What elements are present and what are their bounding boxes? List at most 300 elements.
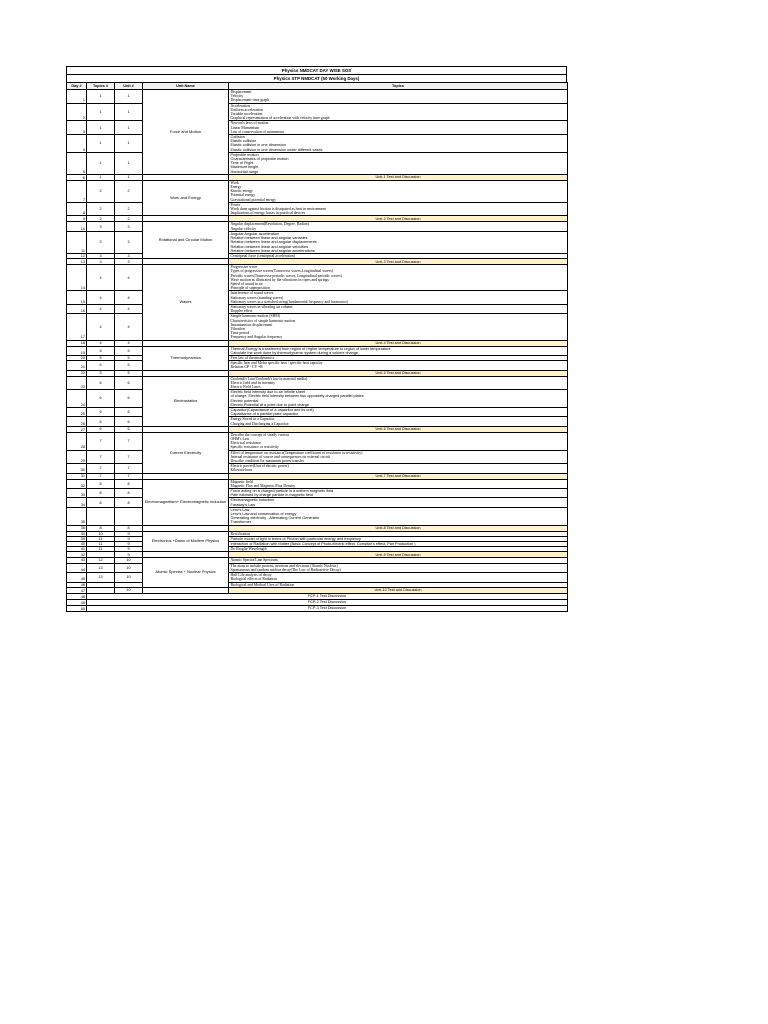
topic-line: Elastic collision in one dimension under different cases [230, 147, 323, 152]
topic-line: Characteristics of projectile motion [230, 157, 289, 162]
unit-num-cell: 8 [115, 479, 143, 488]
test-cell: Unit-4 Test and Discussion [229, 340, 568, 346]
day-row [67, 507, 568, 525]
topic-num-cell: 1 [87, 103, 115, 121]
topic-line: Frequency and Angular frequency [230, 335, 283, 340]
unit-name-cell: Electromagnetism+ Electromagnetic Induction [143, 479, 229, 525]
topic-num-cell: 13 [87, 563, 115, 572]
topic-num-cell [87, 507, 115, 525]
unit-num-cell: 1 [115, 90, 143, 104]
topic-line: Particle model of light in terms of Photon with particular energy and frequency [230, 536, 361, 541]
topic-line: Force acting on a charged particle in a uniform magnetic field [230, 489, 334, 494]
topic-line: Wave motion as illustrated by the vibrations in ropes and springs [230, 277, 329, 282]
unit-num-cell: 3 [115, 259, 143, 265]
sheet-title: Physics NMDCAT DAY WISE SOS [281, 68, 352, 73]
day-cell: 22 [67, 370, 87, 376]
topics-cell [229, 180, 568, 202]
unit-num-cell: 7 [115, 464, 143, 473]
day-cell: 13 [67, 259, 87, 265]
topic-line: Stationary waves in a stretched string(fundamental frequency and harmonics) [230, 299, 349, 304]
topic-line: Coulomb's Law(Coulomb's law in material media) [230, 376, 308, 381]
unit-num-cell: 6 [115, 376, 143, 390]
topic-num-cell: 7 [87, 450, 115, 464]
topic-num-cell: 4 [87, 340, 115, 346]
topic-line: Describe the concept of steady current [230, 432, 289, 437]
topics-cell [229, 450, 568, 464]
unit-num-cell: 10 [115, 558, 143, 563]
topic-line: First law of thermodynamics [230, 355, 275, 360]
topic-line: Angular velocity [230, 226, 257, 231]
topic-line: Doppler effect [230, 309, 253, 314]
test-cell: Unit-5 Test and Discussion [229, 370, 568, 376]
topics-cell [229, 464, 568, 473]
unit-num-cell: 6 [115, 390, 143, 408]
day-cell: 36 [67, 525, 87, 531]
day-row [67, 573, 568, 582]
topic-num-cell: 4 [87, 265, 115, 291]
unit-num-cell: 9 [115, 547, 143, 552]
topics-cell [229, 417, 568, 426]
unit-num-cell [115, 507, 143, 525]
topics-cell [229, 103, 568, 121]
day-row [67, 376, 568, 390]
topic-line: Rectification [230, 531, 251, 536]
topic-line: Gravitational potential energy [230, 197, 276, 202]
topic-line: of charge, Electric field intensity between two oppositely charged parallel plates [230, 394, 364, 399]
day-row [67, 222, 568, 231]
day-cell: 26 [67, 417, 87, 426]
day-row [67, 408, 568, 417]
day-cell: 43 [67, 558, 87, 563]
day-cell: 14 [67, 265, 87, 291]
topic-line: Stationary waves in vibrating air column [230, 304, 293, 309]
day-row [67, 464, 568, 473]
day-cell: 19 [67, 346, 87, 355]
day-cell: 11 [67, 231, 87, 253]
topic-num-cell: 7 [87, 432, 115, 450]
day-cell: 47 [67, 587, 87, 593]
topic-num-cell: 5 [87, 370, 115, 376]
topics-cell [229, 573, 568, 582]
unit-num-cell: 1 [115, 135, 143, 153]
day-cell: 32 [67, 479, 87, 488]
topics-cell [229, 231, 568, 253]
topic-num-cell: 12 [87, 558, 115, 563]
day-cell: 28 [67, 432, 87, 450]
topics-cell [229, 361, 568, 370]
topic-line: Angular displacement(Revolution, Degree, Radian) [230, 222, 309, 227]
topic-line: Magnetic field [230, 479, 253, 484]
unit-num-cell: 4 [115, 314, 143, 340]
day-cell: 41 [67, 547, 87, 552]
topics-cell [229, 222, 568, 231]
topic-num-cell: 11 [87, 547, 115, 552]
unit-num-cell: 10 [115, 587, 143, 593]
topic-line: Acceleration [230, 103, 250, 108]
topics-cell [229, 121, 568, 135]
unit-name-cell: Current Electricity [143, 432, 229, 473]
test-cell: Unit-8 Test and Discussion [229, 525, 568, 531]
day-cell: 50 [67, 605, 87, 611]
topic-line: Lenz's Law [230, 507, 250, 512]
topics-cell [229, 390, 568, 408]
day-cell: 21 [67, 361, 87, 370]
topic-line: Centripetal force (centripetal acceleration) [230, 253, 295, 258]
topic-num-cell: 6 [87, 390, 115, 408]
topic-line: Instantaneous displacement [230, 322, 273, 327]
topic-line: Capacitance of a parallel plate capacitor [230, 412, 299, 417]
unit-num-cell: 3 [115, 222, 143, 231]
topic-line: Relation between linear and angular accelerations [230, 248, 315, 253]
topics-cell [229, 376, 568, 390]
day-cell: 20 [67, 355, 87, 360]
unit-num-cell: 10 [115, 573, 143, 582]
schedule-table [66, 82, 568, 612]
day-cell: 23 [67, 376, 87, 390]
unit-num-cell: 8 [115, 498, 143, 507]
topic-line: Electric Potential at a point due to point charge [230, 402, 310, 407]
unit-num-cell: 8 [115, 525, 143, 531]
unit-num-cell: 6 [115, 426, 143, 432]
topic-num-cell: 1 [87, 152, 115, 174]
test-cell: Unit-3 Test and Discussion [229, 259, 568, 265]
unit-num-cell: 1 [115, 103, 143, 121]
topic-num-cell: 11 [87, 536, 115, 541]
topic-line: Simple harmonic motion (SHM) [230, 314, 280, 319]
topic-line: Electric potential [230, 398, 259, 403]
unit-num-cell: 3 [115, 231, 143, 253]
col-topic-num: Topics # [87, 83, 115, 90]
topic-line: Relation between linear and angular variables [230, 236, 308, 241]
topics-cell [229, 563, 568, 572]
topic-line: Stationary waves (standing waves) [230, 295, 284, 300]
topic-num-cell: 1 [87, 174, 115, 180]
topics-cell [229, 90, 568, 104]
day-cell: 4 [67, 135, 87, 153]
fcp-cell: FCP-1 Test Discussion [87, 593, 568, 599]
fcp-row [67, 605, 568, 611]
col-topics: Topics [229, 83, 568, 90]
topic-line: Periodic waves(Transverse periodic waves, Longitudinal periodic waves) [230, 273, 342, 278]
topic-line: Internal resistance of source and consequences on external circuit [230, 454, 331, 459]
unit-num-cell: 4 [115, 304, 143, 313]
topic-line: Capacitor(Capacitance of a capacitor and its unit) [230, 408, 314, 412]
day-cell: 40 [67, 531, 87, 536]
topic-line: Time of Flight [230, 161, 254, 166]
topic-num-cell: 1 [87, 121, 115, 135]
day-row [67, 202, 568, 216]
topic-line: Work [230, 180, 239, 185]
topic-line: Calculate the work done by thermodynamic system during a volume change [230, 350, 358, 355]
topic-num-cell: 4 [87, 291, 115, 305]
unit-num-cell: 5 [115, 361, 143, 370]
unit-num-cell: 4 [115, 340, 143, 346]
topics-cell [229, 314, 568, 340]
day-cell: 24 [67, 390, 87, 408]
day-cell: 29 [67, 450, 87, 464]
topic-line: Angular Angular acceleration [230, 231, 280, 236]
topic-line: Projectile motion [230, 152, 259, 157]
unit-num-cell: 8 [115, 489, 143, 498]
topic-line: Transformer [230, 520, 252, 525]
topic-num-cell: 6 [87, 426, 115, 432]
unit-name-cell: Electrostatics [143, 376, 229, 426]
test-cell: Unit-9 Test and Discussion [229, 552, 568, 558]
topic-line: Progressive wave [230, 265, 258, 270]
topic-line: Biological and Medical Uses of Radiation [230, 582, 295, 587]
unit-num-cell: 9 [115, 542, 143, 547]
day-cell: 9 [67, 216, 87, 222]
unit-name-cell: Force and Motion [143, 90, 229, 175]
topic-num-cell: 4 [87, 304, 115, 313]
topic-line: The atom to include protons, neutrons and electrons (Atomic Nucleus) [230, 563, 338, 568]
unit-name-cell: Rotational and Circular Motion [143, 222, 229, 259]
day-cell: 48 [67, 593, 87, 599]
day-cell: 5 [67, 152, 87, 174]
unit-num-cell: 1 [115, 121, 143, 135]
day-cell: 6 [67, 174, 87, 180]
topic-line: Kinetic energy [230, 189, 253, 194]
topic-num-cell: 8 [87, 479, 115, 488]
unit-num-cell: 1 [115, 174, 143, 180]
unit-num-cell: 2 [115, 202, 143, 216]
topic-line: Maximum height [230, 165, 259, 170]
topic-line: Effect of temperature on resistance(Temperature coefficient of resistance or resistivity) [230, 450, 363, 455]
schedule-body [67, 90, 568, 612]
unit-num-cell: 9 [115, 536, 143, 541]
day-row [67, 479, 568, 488]
day-cell: 1 [67, 90, 87, 104]
topics-cell [229, 291, 568, 305]
topics-cell [229, 304, 568, 313]
header-row [67, 83, 568, 90]
fcp-cell: FCP-3 Test Discussion [87, 605, 568, 611]
unit-name-cell: Thermodynamics [143, 346, 229, 370]
day-cell: 49 [67, 599, 87, 605]
topic-num-cell: 3 [87, 253, 115, 258]
topic-line: Principle of superposition [230, 286, 270, 291]
topic-line: Half Life analysis of decay [230, 573, 272, 578]
day-cell: 46 [67, 582, 87, 587]
topic-line: Potential energy [230, 193, 256, 198]
topic-line: Relation between linear and angular velocities [230, 244, 308, 249]
topic-line: Energy [230, 185, 242, 190]
topic-line: Interference of sound waves [230, 291, 274, 296]
day-cell: 33 [67, 489, 87, 498]
topic-line: Charging and Discharging a Capacitor [230, 421, 289, 426]
topic-line: Electric field and its intensity [230, 380, 276, 385]
unit-num-cell: 9 [115, 531, 143, 536]
unit-name-cell: Atomic Spectra + Nuclear Physics [143, 558, 229, 587]
topic-line: Lenz's Law and conservation of energy [230, 512, 297, 517]
topic-num-cell: 6 [87, 417, 115, 426]
topic-line: Atomic Spectra/Line Spectrum [230, 558, 278, 563]
topic-line: Specific heat and Molar specific heat / specific heat capacity [230, 361, 323, 366]
unit-num-cell: 5 [115, 355, 143, 360]
topics-cell [229, 265, 568, 291]
topic-num-cell: 7 [87, 464, 115, 473]
topic-line: Spontaneous and random nuclear decay(The Law of Radioactive Decay) [230, 567, 341, 572]
topics-cell [229, 479, 568, 488]
topic-num-cell: 1 [87, 90, 115, 104]
day-cell: 44 [67, 563, 87, 572]
day-cell: 2 [67, 103, 87, 121]
day-row [67, 361, 568, 370]
topic-line: Electromagnetic induction [230, 498, 274, 503]
topic-num-cell: 2 [87, 216, 115, 222]
topic-line: Elastic collision in one dimension [230, 143, 287, 148]
unit-num-cell: 5 [115, 346, 143, 355]
topic-line: Displacement-time graph [230, 98, 269, 103]
topic-line: Graphical representation of acceleration with velocity time graph [230, 116, 330, 121]
unit-num-cell: 6 [115, 417, 143, 426]
topic-line: Interaction of Radiation with Matter (Basic Concept of Photo-electric effect, Compton's effect, Pair Production ) [230, 542, 416, 547]
topic-line: Vibration [230, 326, 245, 331]
topic-num-cell: 5 [87, 346, 115, 355]
day-cell: 42 [67, 552, 87, 558]
day-cell: 39 [67, 536, 87, 541]
unit-name-cell: Waves [143, 265, 229, 340]
unit-num-cell: 6 [115, 408, 143, 417]
topics-cell [229, 135, 568, 153]
unit-num-cell: 9 [115, 552, 143, 558]
topic-line: Relation between linear and angular displacements [230, 240, 317, 245]
topic-line: Electric Field Lines [230, 384, 261, 389]
day-row [67, 450, 568, 464]
topics-cell [229, 202, 568, 216]
day-cell: 7 [67, 180, 87, 202]
day-row [67, 90, 568, 104]
unit-num-cell: 1 [115, 152, 143, 174]
topic-num-cell: 10 [87, 531, 115, 536]
topic-line: Linear Momentum [230, 125, 260, 130]
topic-line: Describe condition for maximum power transfer [230, 459, 304, 464]
test-cell: Unit-6 Test and Discussion [229, 426, 568, 432]
topic-num-cell: 5 [87, 361, 115, 370]
topic-line: Kilowatt-hour [230, 468, 253, 473]
unit-num-cell: 7 [115, 473, 143, 479]
topic-num-cell: 8 [87, 525, 115, 531]
schedule-sheet [66, 66, 567, 612]
topic-line: Generating electricity - Alternating Current Generator [230, 516, 320, 521]
day-cell: 10 [67, 222, 87, 231]
topic-line: Displacement [230, 90, 252, 94]
topic-num-cell: 13 [87, 573, 115, 582]
topics-cell [229, 346, 568, 355]
topic-line: Biological effects of Radiation [230, 577, 278, 582]
topic-line: De-Broglie Wavelength [230, 547, 267, 552]
day-row [67, 304, 568, 313]
topic-line: Characteristics of simple harmonic motion [230, 318, 296, 323]
day-row [67, 417, 568, 426]
day-row [67, 314, 568, 340]
topic-line: Collision [230, 135, 245, 140]
day-row [67, 390, 568, 408]
col-unit-num: Unit # [115, 83, 143, 90]
topic-line: Speed of sound in air [230, 281, 263, 286]
day-cell: 34 [67, 498, 87, 507]
day-row [67, 135, 568, 153]
title-box [66, 66, 567, 82]
day-cell: 18 [67, 340, 87, 346]
topic-line: Relation CP - CV =R [230, 365, 263, 370]
col-unit-name: Unit Name [143, 83, 229, 90]
test-cell: Unit-2 Test and Discussion [229, 216, 568, 222]
topic-line: Magnetic Flux and Magnetic Flux Density [230, 483, 296, 488]
day-row [67, 180, 568, 202]
topic-line: Newton's laws of motion [230, 121, 269, 126]
day-cell: 31 [67, 473, 87, 479]
day-row [67, 563, 568, 572]
day-cell: 30 [67, 464, 87, 473]
day-cell: 45 [67, 573, 87, 582]
unit-num-cell: 4 [115, 265, 143, 291]
topic-line: Electrical resistance [230, 441, 261, 446]
topic-line: Law of conservation of momentum [230, 129, 285, 134]
day-row [67, 498, 568, 507]
topic-num-cell: 3 [87, 222, 115, 231]
topic-num-cell: 7 [87, 473, 115, 479]
topic-num-cell: 8 [87, 489, 115, 498]
topic-line: Types of progressive waves(Transverse waves,Longitudinal waves) [230, 269, 334, 274]
topic-num-cell: 1 [87, 135, 115, 153]
unit-num-cell: 2 [115, 216, 143, 222]
day-cell: 40 [67, 542, 87, 547]
sheet-subtitle: Physics STP NMDCAT (50 Working Days) [67, 74, 566, 82]
topics-cell [229, 152, 568, 174]
day-row [67, 121, 568, 135]
day-row [67, 346, 568, 355]
topic-num-cell: 6 [87, 408, 115, 417]
topic-line: Energy Stored in a Capacitor [230, 417, 275, 422]
topic-line: Variable acceleration [230, 112, 263, 117]
topic-line: Thermal Energy is transferred from region of Higher temperature to region of lower temperature [230, 346, 391, 351]
unit-num-cell: 10 [115, 563, 143, 572]
topic-line: Electric power(Unit of electric power) [230, 464, 289, 469]
topic-num-cell: 6 [87, 376, 115, 390]
topic-num-cell: 3 [87, 231, 115, 253]
day-row [67, 291, 568, 305]
topic-line: Uniform acceleration [230, 107, 263, 112]
topics-cell [229, 408, 568, 417]
day-cell: 16 [67, 304, 87, 313]
topic-line: Specific resistance or resistivity [230, 445, 279, 450]
test-cell: Unit-10 Test and Discussion [229, 587, 568, 593]
day-cell: 25 [67, 408, 87, 417]
topic-line: Power [230, 202, 241, 207]
day-cell: 15 [67, 291, 87, 305]
col-day: Day # [67, 83, 87, 90]
topic-num-cell: 2 [87, 202, 115, 216]
topic-num-cell: 8 [87, 498, 115, 507]
day-row [67, 265, 568, 291]
day-cell: 12 [67, 253, 87, 258]
topic-line: Elastic collision [230, 139, 257, 144]
unit-num-cell: 7 [115, 450, 143, 464]
day-cell: 8 [67, 202, 87, 216]
topic-line: Implications of energy losses in practical devices [230, 211, 306, 216]
topic-num-cell: 5 [87, 355, 115, 360]
topics-cell [229, 432, 568, 450]
fcp-cell: FCP-2 Test Discussion [87, 599, 568, 605]
topics-cell [229, 489, 568, 498]
day-cell: 3 [67, 121, 87, 135]
day-row [67, 231, 568, 253]
topic-num-cell: 11 [87, 542, 115, 547]
test-cell: Unit-7 Test and Discussion [229, 473, 568, 479]
day-row [67, 152, 568, 174]
unit-name-cell: Work and Energy [143, 180, 229, 216]
